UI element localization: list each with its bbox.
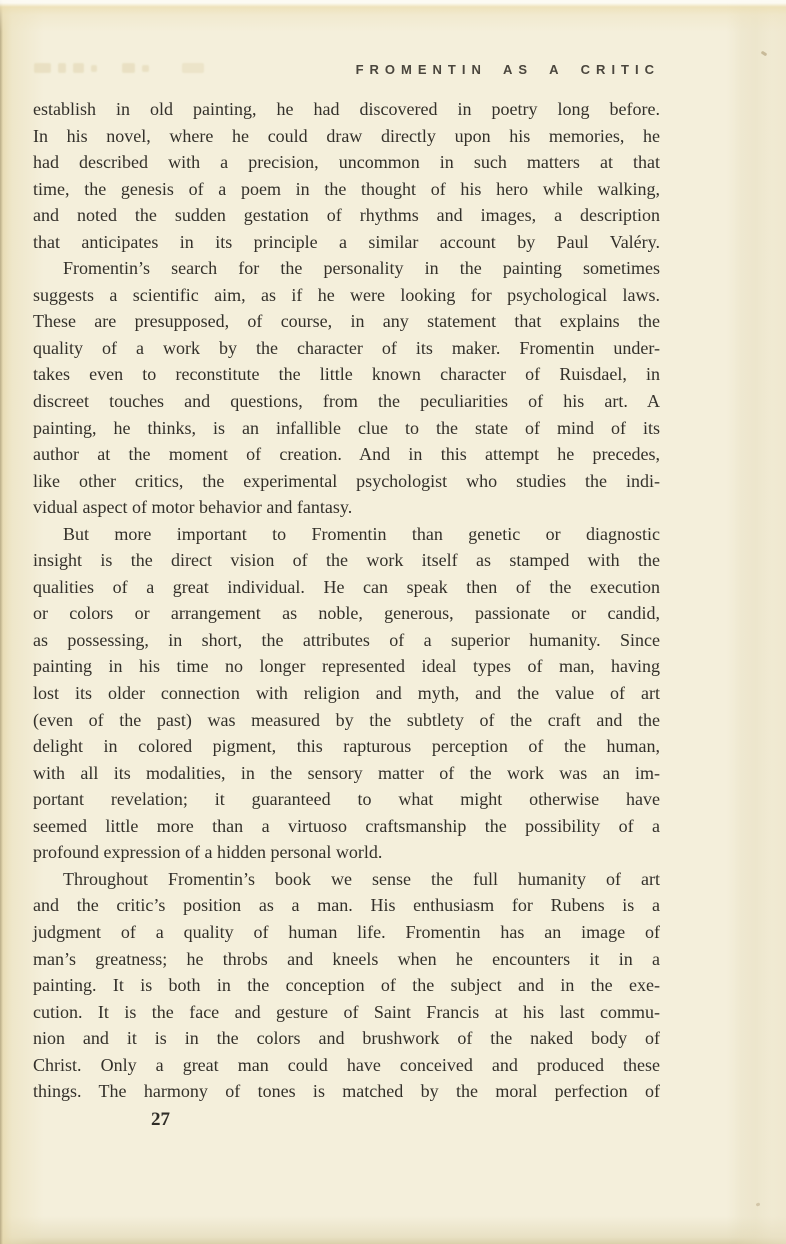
text-line: portant revelation; it guaranteed to what might otherwise have [33,789,660,810]
text-line: that anticipates in its principle a similar account by Paul Valéry. [33,231,660,252]
text-line: painting in his time no longer represented ideal types of man, having [33,656,660,677]
text-line: (even of the past) was measured by the subtlety of the craft and the [33,709,660,730]
text-line: discreet touches and questions, from the peculiarities of his art. A [33,391,660,412]
text-line: profound expression of a hidden personal world. [33,842,383,863]
page-number: 27 [151,1109,170,1130]
text-line: insight is the direct vision of the work itself as stamped with the [33,550,660,571]
text-line: In his novel, where he could draw directly upon his memories, he [33,125,660,146]
text-line: Fromentin’s search for the personality in the painting sometimes [63,258,660,279]
text-line: painting. It is both in the conception of the subject and in the exe- [33,975,660,996]
text-line: time, the genesis of a poem in the thought of his hero while walking, [33,178,660,199]
page-body [33,96,660,1105]
text-line: seemed little more than a virtuoso craftsmanship the possibility of a [33,815,660,836]
text-line: judgment of a quality of human life. Fromentin has an image of [33,921,660,942]
paper-speck [761,51,768,57]
text-line: or colors or arrangement as noble, generous, passionate or candid, [33,603,660,624]
text-line: had described with a precision, uncommon in such matters at that [33,152,660,173]
text-line: delight in colored pigment, this rapturous perception of the human, [33,736,660,757]
text-line: lost its older connection with religion and myth, and the value of art [33,683,660,704]
text-line: suggests a scientific aim, as if he were looking for psychological laws. [33,284,660,305]
text-line: and the critic’s position as a man. His enthusiasm for Rubens is a [33,895,660,916]
paper-speck [756,1202,761,1206]
text-line: author at the moment of creation. And in this attempt he precedes, [33,444,660,465]
text-line: nion and it is in the colors and brushwork of the naked body of [33,1028,660,1049]
text-line: quality of a work by the character of its maker. Fromentin under- [33,337,660,358]
text-line: takes even to reconstitute the little known character of Ruisdael, in [33,364,660,385]
text-line: cution. It is the face and gesture of Saint Francis at his last commu- [33,1001,660,1022]
text-line: vidual aspect of motor behavior and fantasy. [33,497,353,518]
text-line: as possessing, in short, the attributes of a superior humanity. Since [33,629,660,650]
text-line: with all its modalities, in the sensory matter of the work was an im- [33,762,660,783]
text-line: These are presupposed, of course, in any statement that explains the [33,311,660,332]
text-line: But more important to Fromentin than genetic or diagnostic [63,523,660,544]
text-line: establish in old painting, he had discovered in poetry long before. [33,99,660,119]
text-line: qualities of a great individual. He can speak then of the execution [33,576,660,597]
text-line: Throughout Fromentin’s book we sense the full humanity of art [63,868,660,889]
text-line: painting, he thinks, is an infallible clue to the state of mind of its [33,417,660,438]
text-line: Christ. Only a great man could have conceived and produced these [33,1054,660,1075]
running-header: FROMENTIN AS A CRITIC [355,62,660,77]
text-line: and noted the sudden gestation of rhythms and images, a description [33,205,660,226]
text-line: like other critics, the experimental psychologist who studies the indi- [33,470,660,491]
text-line: man’s greatness; he throbs and kneels when he encounters it in a [33,948,660,969]
text-line: things. The harmony of tones is matched by the moral perfection of [33,1081,660,1102]
